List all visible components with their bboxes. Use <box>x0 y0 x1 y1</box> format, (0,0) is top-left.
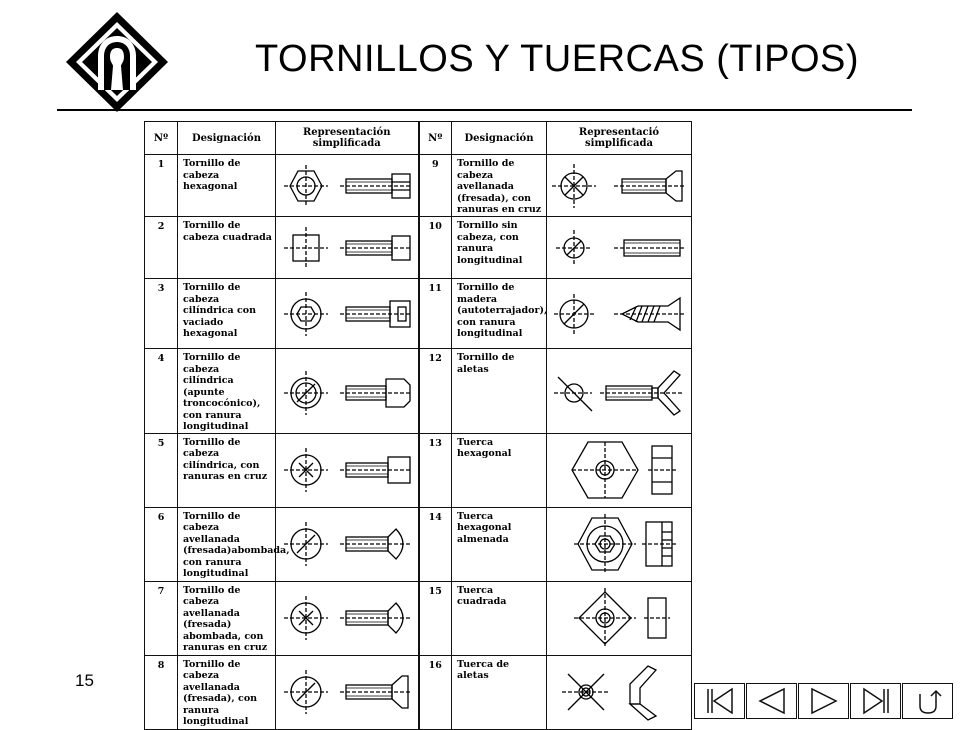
item-representation <box>547 155 692 217</box>
header-designation-right: Designación <box>452 122 547 155</box>
item-designation: Tornillo de cabeza avellanada (fresada)abombada, con ranura longitudinal <box>178 507 276 581</box>
hex-head-bolt-icon <box>282 161 412 211</box>
first-slide-button[interactable] <box>694 683 745 719</box>
table-row <box>145 217 692 279</box>
return-button[interactable] <box>902 683 953 719</box>
item-number: 1 <box>145 155 178 217</box>
item-number: 3 <box>145 279 178 349</box>
bolt-types-table-container <box>144 121 691 727</box>
item-number: 6 <box>145 507 178 581</box>
page-number: 15 <box>75 671 94 690</box>
item-representation <box>276 217 419 279</box>
item-designation: Tornillo de cabeza cilíndrica (apunte troncocónico), con ranura longitudinal <box>178 349 276 434</box>
header-representation-left: Representación simplificada <box>276 122 419 155</box>
raised-countersunk-cross-bolt-icon <box>282 590 412 646</box>
castle-nut-icon <box>552 512 686 576</box>
item-number: 13 <box>419 433 452 507</box>
countersunk-slotted-bolt-icon <box>282 664 412 720</box>
headless-slotted-screw-icon <box>552 223 686 273</box>
item-designation: Tornillo de cabeza avellanada (fresada) abombada, con ranuras en cruz <box>178 581 276 655</box>
item-number: 16 <box>419 655 452 729</box>
square-head-bolt-icon <box>282 223 412 273</box>
item-representation <box>547 433 692 507</box>
socket-head-bolt-icon <box>282 286 412 342</box>
item-representation <box>276 349 419 434</box>
previous-icon <box>752 686 792 716</box>
item-number: 12 <box>419 349 452 434</box>
item-designation: Tuerca de aletas <box>452 655 547 729</box>
wood-screw-icon <box>552 286 686 342</box>
item-representation <box>547 507 692 581</box>
last-icon <box>856 686 896 716</box>
table-row <box>145 581 692 655</box>
square-nut-icon <box>552 586 686 650</box>
item-number: 14 <box>419 507 452 581</box>
item-representation <box>276 279 419 349</box>
cheese-head-cross-bolt-icon <box>282 442 412 498</box>
table-row <box>145 433 692 507</box>
item-number: 8 <box>145 655 178 729</box>
header-num-left: Nº <box>145 122 178 155</box>
item-designation: Tuerca hexagonal almenada <box>452 507 547 581</box>
item-designation: Tornillo de cabeza cilíndrica, con ranuras en cruz <box>178 433 276 507</box>
item-designation: Tornillo de cabeza avellanada (fresada), con ranuras en cruz <box>452 155 547 217</box>
item-representation <box>547 279 692 349</box>
item-designation: Tornillo de madera (autoterrajador), con ranura longitudinal <box>452 279 547 349</box>
title-divider <box>57 109 912 111</box>
item-number: 5 <box>145 433 178 507</box>
bolt-types-table <box>144 121 692 730</box>
item-representation <box>276 155 419 217</box>
countersunk-cross-bolt-icon <box>552 161 686 211</box>
item-designation: Tornillo de cabeza avellanada (fresada), con ranura longitudinal <box>178 655 276 729</box>
wing-nut-icon <box>552 662 686 722</box>
table-row <box>145 155 692 217</box>
item-number: 2 <box>145 217 178 279</box>
item-number: 9 <box>419 155 452 217</box>
table-row <box>145 507 692 581</box>
item-representation <box>276 507 419 581</box>
wing-screw-icon <box>552 361 686 421</box>
item-representation <box>276 433 419 507</box>
item-designation: Tornillo de aletas <box>452 349 547 434</box>
logo-icon <box>64 10 170 114</box>
page-title: TORNILLOS Y TUERCAS (TIPOS) <box>255 38 860 80</box>
item-designation: Tuerca cuadrada <box>452 581 547 655</box>
next-slide-button[interactable] <box>798 683 849 719</box>
return-icon <box>908 686 948 716</box>
item-number: 7 <box>145 581 178 655</box>
item-number: 4 <box>145 349 178 434</box>
item-designation: Tornillo de cabeza hexagonal <box>178 155 276 217</box>
header-designation-left: Designación <box>178 122 276 155</box>
item-representation <box>547 655 692 729</box>
header-representation-right: Representació simplificada <box>547 122 692 155</box>
header-num-right: Nº <box>419 122 452 155</box>
item-representation <box>276 581 419 655</box>
item-number: 10 <box>419 217 452 279</box>
table-row <box>145 349 692 434</box>
conical-cheese-head-bolt-icon <box>282 363 412 419</box>
item-designation: Tornillo de cabeza cilíndrica con vaciado hexagonal <box>178 279 276 349</box>
item-representation <box>547 581 692 655</box>
raised-countersunk-slotted-bolt-icon <box>282 516 412 572</box>
table-row <box>145 279 692 349</box>
item-number: 11 <box>419 279 452 349</box>
last-slide-button[interactable] <box>850 683 901 719</box>
first-icon <box>700 686 740 716</box>
item-number: 15 <box>419 581 452 655</box>
table-row <box>145 655 692 729</box>
item-designation: Tornillo sin cabeza, con ranura longitudinal <box>452 217 547 279</box>
slide-navigation <box>694 683 954 719</box>
hex-nut-icon <box>552 438 686 502</box>
table-header-row <box>145 122 692 155</box>
next-icon <box>804 686 844 716</box>
item-designation: Tornillo de cabeza cuadrada <box>178 217 276 279</box>
item-representation <box>547 217 692 279</box>
item-representation <box>547 349 692 434</box>
previous-slide-button[interactable] <box>746 683 797 719</box>
item-designation: Tuerca hexagonal <box>452 433 547 507</box>
item-representation <box>276 655 419 729</box>
